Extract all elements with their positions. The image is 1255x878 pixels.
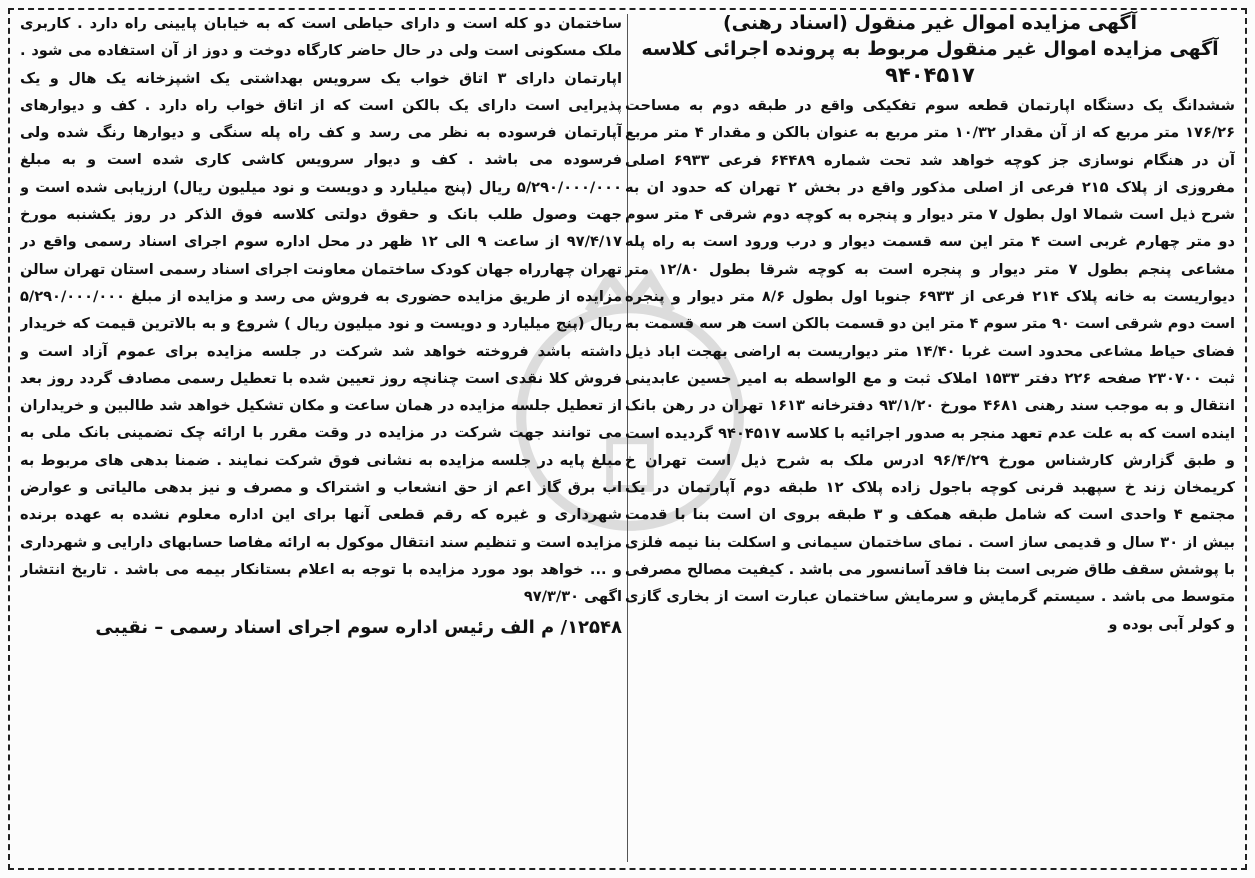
notice-body-left: ساختمان دو کله است و دارای حیاطی است که به خیابان پایینی راه دارد . کاربری ملک مسکونی است ولی در حال حاضر کارگاه دوخت و دوز از آن استفاده می شود . اپارتمان دارای ۳ اتاق خواب یک سرویس بهداشتی یک اشپزخانه یک هال و یک پذیرایی است دارای یک بالکن است که از اتاق خواب راه دارد . کف و دیوارهای آپارتمان فرسوده به نظر می رسد و کف راه پله سنگی و دیوارها رنگ شده ولی فرسوده می باشد . کف و دیوار سرویس کاشی کاری شده است و به مبلغ ۵/۲۹۰/۰۰۰/۰۰۰ ریال (پنج میلیارد و دویست و نود میلیون ریال) ارزیابی شده است و جهت وصول طلب بانک و حقوق دولتی کلاسه فوق الذکر در روز یکشنبه مورخ ۹۷/۴/۱۷ از ساعت ۹ الی ۱۲ ظهر در محل اداره سوم اجرای اسناد رسمی واقع در تهران چهارراه جهان کودک ساختمان معاونت اجرای اسناد رسمی استان تهران سالن مزایده از طریق مزایده حضوری به فروش می رسد و مزایده از مبلغ ۵/۲۹۰/۰۰۰/۰۰۰ ریال (پنج میلیارد و دویست و نود میلیون ریال ) شروع و به بالاترین قیمت که خریدار داشته باشد فروخته خواهد شد شرکت در جلسه مزایده برای عموم آزاد است و فروش کلا نقدی است چنانچه روز تعیین شده با تعطیل رسمی مصادف گردد روز بعد از تعطیل جلسه مزایده در همان ساعت و مکان تشکیل خواهد شد طالبین و خریداران می توانند جهت شرکت در مزایده در وقت مقرر با ارائه چک تضمینی بانک ملی به مبلغ پایه در جلسه مزایده به نشانی فوق شرکت نمایند . ضمنا بدهی های مربوط به اب برق گاز اعم از حق انشعاب و اشتراک و مصرف و نیز بدهی مالیاتی و عوارض شهرداری و غیره که رقم قطعی آنها برای این اداره معلوم نشده به عهده برنده مزایده است و تنظیم سند انتقال موکول به ارائه مفاصا حسابهای دارایی و شهرداری و ... خواهد بود مورد مزایده با توجه به اعلام بستانکار بیمه می باشد . تاریخ انتشار اگهی ۹۷/۳/۳۰ (20, 15, 622, 606)
signature-line: ۱۲۵۴۸/ م الف رئیس اداره سوم اجرای اسناد رسمی – نقیبی (95, 616, 622, 638)
left-column (20, 8, 622, 868)
title-line-1: آگهی مزایده اموال غیر منقول (اسناد رهنی) (722, 12, 1138, 34)
notice-body-right: ششدانگ یک دستگاه اپارتمان قطعه سوم تفکیکی واقع در طبقه دوم به مساحت ۱۷۶/۲۶ متر مربع که از آن مقدار ۱۰/۳۲ متر مربع به عنوان بالکن و مقدار ۴ متر مربع آن در هنگام نوسازی جز کوچه خواهد شد تحت شماره ۶۴۴۸۹ فرعی ۶۹۳۳ اصلی مفروزی از پلاک ۲۱۵ فرعی از اصلی مذکور واقع در بخش ۲ تهران که حدود ان به شرح ذیل است شمالا اول بطول ۷ متر دیوار و پنجره به کوچه دوم شرقی ۴ متر سوم دو متر چهارم غربی است ۴ متر این سه قسمت دیوار و درب ورود است به راه پله مشاعی پنجم بطول ۷ متر دیوار و پنجره است به کوچه شرقا بطول ۱۲/۸۰ متر دیواریست به خانه پلاک ۲۱۴ فرعی از ۶۹۳۳ جنوبا اول بطول ۸/۶ متر دیوار و پنجره است دوم شرقی است ۹۰ متر سوم ۴ متر این دو قسمت بالکن است هر سه قسمت به فضای حیاط مشاعی محدود است غربا ۱۴/۴۰ متر دیواریست به اراضی بهجت اباد ذیل ثبت ۲۳۰۷۰۰ صفحه ۲۲۶ دفتر ۱۵۳۳ املاک ثبت و مع الواسطه به امیر حسین عابدینی انتقال و به موجب سند رهنی ۴۶۸۱ مورخ ۹۳/۱/۲۰ دفترخانه ۱۶۱۳ تهران در رهن بانک اینده است که به علت عدم تعهد منجر به صدور اجرائیه با کلاسه ۹۴۰۴۵۱۷ گردیده است و طبق گزارش کارشناس مورخ ۹۶/۴/۲۹ ادرس ملک به شرح ذیل است تهران خ کریمخان زند خ سپهبد قرنی کوچه باجول زاده پلاک ۱۲ طبقه دوم آپارتمان در یک مجتمع ۴ واحدی است که شامل طبقه همکف و ۳ طبقه بروی ان است بنا با قدمت بیش از ۳۰ سال و قدیمی ساز است . نمای ساختمان سیمانی و اسکلت بنا نیمه فلزی با پوشش سقف طاق ضربی است بنا فاقد آسانسور می باشد . کیفیت مصالح مصرفی متوسط می باشد . سیستم گرمایش و سرمایش ساختمان عبارت است از بخاری گازی و کولر آبی بوده و (625, 97, 1235, 633)
notice-title (625, 8, 1235, 88)
right-column (625, 8, 1235, 868)
title-line-2: آگهی مزایده اموال غیر منقول مربوط به پرونده اجرائی کلاسه (641, 38, 1219, 60)
case-number: ۹۴۰۴۵۱۷ (885, 63, 975, 87)
